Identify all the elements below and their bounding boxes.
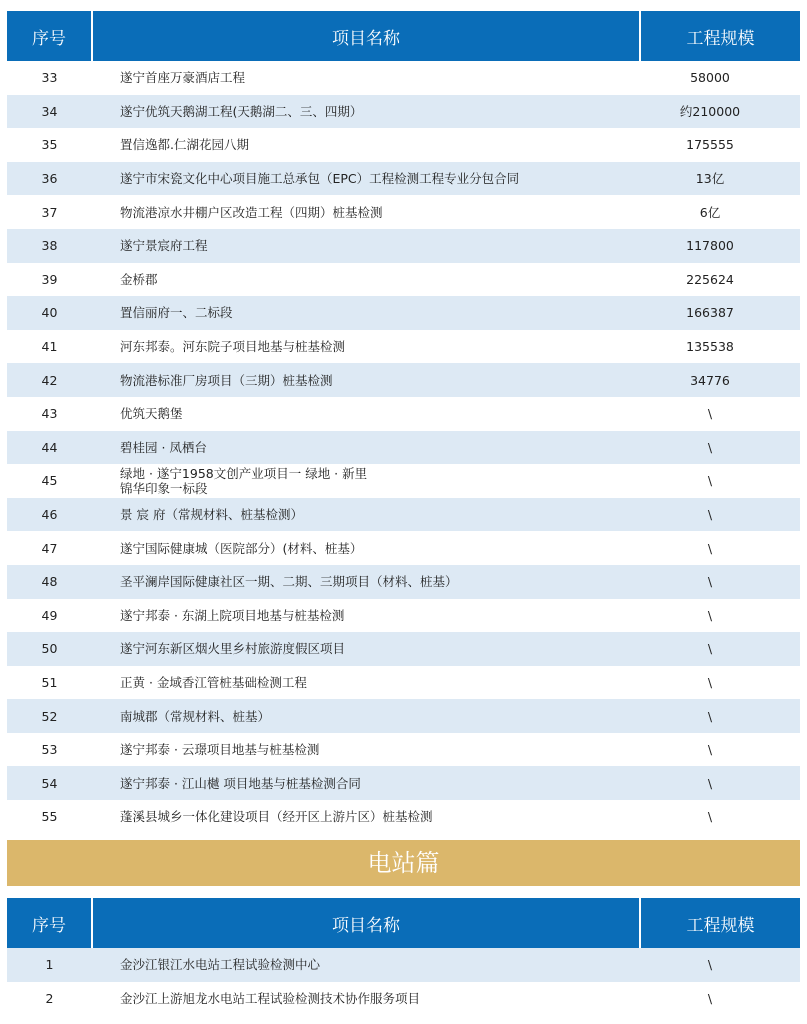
row-project-name: 遂宁邦泰 · 江山樾 项目地基与桩基检测合同 xyxy=(92,766,640,800)
table-row xyxy=(7,128,800,162)
row-project-name: 优筑天鹅堡 xyxy=(120,406,183,422)
table-row xyxy=(7,699,800,733)
row-index: 47 xyxy=(41,540,58,556)
row-scale: \ xyxy=(640,699,800,733)
table-row xyxy=(7,397,800,431)
row-project-name-line2: 锦华印象一标段 xyxy=(120,480,208,496)
table-row xyxy=(7,498,800,532)
row-index: 42 xyxy=(7,363,92,397)
row-project-name: 遂宁优筑天鹅湖工程(天鹅湖二、三、四期） xyxy=(92,95,640,129)
table-row xyxy=(7,195,800,229)
row-project-name: 蓬溪县城乡一体化建设项目（经开区上游片区）桩基检测 xyxy=(120,809,433,825)
row-index: 53 xyxy=(41,742,58,758)
table-row xyxy=(7,666,800,700)
row-project-name: 置信逸都.仁湖花园八期 xyxy=(120,137,249,153)
row-scale: \ xyxy=(707,742,713,758)
header-project-name: 项目名称 xyxy=(92,898,640,948)
row-index: 38 xyxy=(7,229,92,263)
row-scale: \ xyxy=(707,809,713,825)
table-row xyxy=(7,229,800,263)
row-index: 33 xyxy=(41,70,58,86)
row-scale: \ xyxy=(707,540,713,556)
table-row xyxy=(7,431,800,465)
table-row xyxy=(7,599,800,633)
row-scale: 175555 xyxy=(686,137,734,153)
row-project-name: 物流港凉水井棚户区改造工程（四期）桩基检测 xyxy=(120,204,383,220)
row-index: 35 xyxy=(41,137,58,153)
table-row xyxy=(7,95,800,129)
row-scale: \ xyxy=(640,948,800,982)
table-row xyxy=(7,363,800,397)
row-project-name: 金桥郡 xyxy=(120,271,158,287)
row-index: 2 xyxy=(45,990,54,1006)
row-index: 40 xyxy=(7,296,92,330)
row-project-name-line1: 绿地 · 遂宁1958文创产业项目一 绿地 · 新里 xyxy=(120,465,368,481)
table-row xyxy=(7,800,800,834)
row-index: 45 xyxy=(41,473,58,489)
row-project-name xyxy=(92,464,640,498)
row-project-name: 遂宁首座万豪酒店工程 xyxy=(120,70,246,86)
row-scale: \ xyxy=(640,632,800,666)
row-index: 34 xyxy=(7,95,92,129)
row-scale: \ xyxy=(707,607,713,623)
row-index: 49 xyxy=(41,607,58,623)
row-project-name: 金沙江上游旭龙水电站工程试验检测技术协作服务项目 xyxy=(120,990,421,1006)
row-project-name: 金沙江银江水电站工程试验检测中心 xyxy=(92,948,640,982)
project-table-buildings xyxy=(7,11,800,834)
row-scale: \ xyxy=(640,431,800,465)
section-banner-power-station: 电站篇 xyxy=(7,840,800,886)
row-project-name: 遂宁河东新区烟火里乡村旅游度假区项目 xyxy=(92,632,640,666)
row-scale: 34776 xyxy=(640,363,800,397)
row-scale: 13亿 xyxy=(640,162,800,196)
row-project-name: 河东邦泰。河东院子项目地基与桩基检测 xyxy=(120,339,346,355)
row-scale: \ xyxy=(640,766,800,800)
table-row xyxy=(7,565,800,599)
table-row xyxy=(7,296,800,330)
row-index: 55 xyxy=(41,809,58,825)
row-scale: \ xyxy=(707,473,713,489)
row-index: 51 xyxy=(41,674,58,690)
row-scale: \ xyxy=(707,990,713,1006)
table-header-row xyxy=(7,898,800,948)
header-scale: 工程规模 xyxy=(640,11,800,61)
row-index: 50 xyxy=(7,632,92,666)
row-scale: \ xyxy=(640,498,800,532)
header-scale: 工程规模 xyxy=(640,898,800,948)
table-row xyxy=(7,766,800,800)
row-project-name: 圣平澜岸国际健康社区一期、二期、三期项目（材料、桩基） xyxy=(92,565,640,599)
row-index: 43 xyxy=(41,406,58,422)
header-project-name: 项目名称 xyxy=(92,11,640,61)
row-index: 37 xyxy=(41,204,58,220)
row-project-name: 遂宁邦泰 · 东湖上院项目地基与桩基检测 xyxy=(120,607,345,623)
row-scale: 约210000 xyxy=(640,95,800,129)
row-scale: 166387 xyxy=(640,296,800,330)
row-project-name: 物流港标准厂房项目（三期）桩基检测 xyxy=(92,363,640,397)
row-index: 54 xyxy=(7,766,92,800)
row-index: 46 xyxy=(7,498,92,532)
table-row xyxy=(7,982,800,1016)
row-project-name: 遂宁景宸府工程 xyxy=(92,229,640,263)
table-row xyxy=(7,263,800,297)
table-row xyxy=(7,61,800,95)
table-row xyxy=(7,531,800,565)
row-scale: \ xyxy=(640,565,800,599)
row-index: 36 xyxy=(7,162,92,196)
table-row xyxy=(7,733,800,767)
project-table-power-stations xyxy=(7,898,800,1015)
row-index: 48 xyxy=(7,565,92,599)
row-project-name: 遂宁邦泰 · 云璟项目地基与桩基检测 xyxy=(120,742,320,758)
row-project-name: 遂宁市宋瓷文化中心项目施工总承包（EPC）工程检测工程专业分包合同 xyxy=(92,162,640,196)
row-project-name: 置信丽府一、二标段 xyxy=(92,296,640,330)
table-row xyxy=(7,330,800,364)
row-project-name: 正黄 · 金域香江管桩基础检测工程 xyxy=(120,674,307,690)
row-scale: 58000 xyxy=(690,70,730,86)
table-header-row xyxy=(7,11,800,61)
row-index: 52 xyxy=(7,699,92,733)
row-project-name: 遂宁国际健康城（医院部分）(材料、桩基） xyxy=(120,540,363,556)
table-row xyxy=(7,464,800,498)
row-scale: 135538 xyxy=(686,339,734,355)
row-scale: 6亿 xyxy=(699,204,721,220)
row-scale: 225624 xyxy=(686,271,734,287)
header-index: 序号 xyxy=(7,11,92,61)
table-row xyxy=(7,632,800,666)
row-index: 39 xyxy=(41,271,58,287)
row-scale: \ xyxy=(707,674,713,690)
row-project-name: 碧桂园 · 凤栖台 xyxy=(92,431,640,465)
row-scale: \ xyxy=(707,406,713,422)
row-project-name: 南城郡（常规材料、桩基） xyxy=(92,699,640,733)
row-index: 41 xyxy=(41,339,58,355)
row-index: 1 xyxy=(7,948,92,982)
table-row xyxy=(7,948,800,982)
header-index: 序号 xyxy=(7,898,92,948)
row-scale: 117800 xyxy=(640,229,800,263)
row-project-name: 景 宸 府（常规材料、桩基检测） xyxy=(92,498,640,532)
row-index: 44 xyxy=(7,431,92,465)
table-row xyxy=(7,162,800,196)
